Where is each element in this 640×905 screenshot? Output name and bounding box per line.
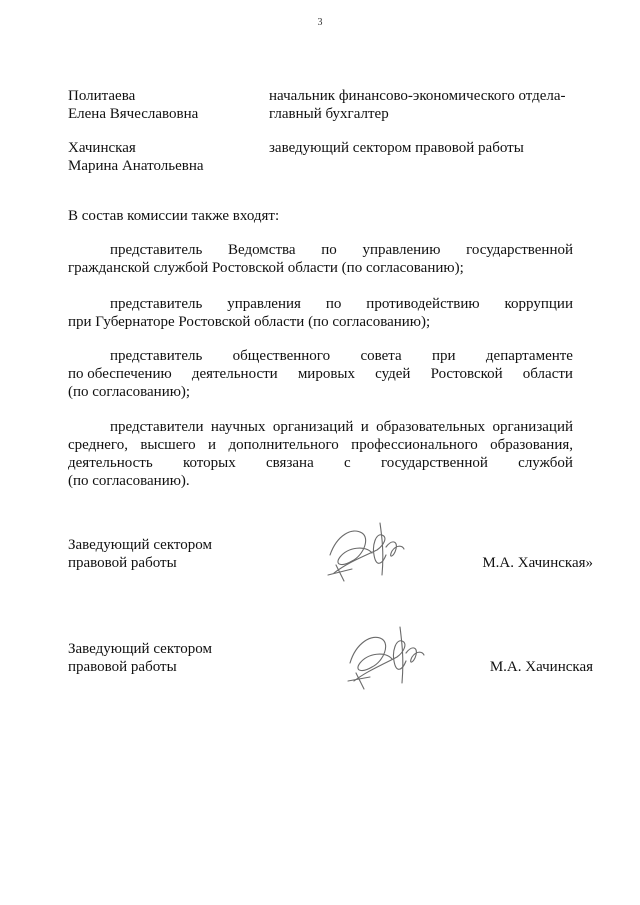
paragraph-word: представители [110, 419, 204, 435]
paragraph-word: организаций [492, 419, 573, 435]
signer-title [68, 640, 212, 676]
member-name [68, 87, 268, 123]
member-role-line: главный бухгалтер [269, 106, 389, 122]
paragraph-word: департаменте [485, 348, 573, 364]
paragraph-word: по обеспечению [68, 366, 172, 382]
paragraph-word: профессионального [351, 437, 478, 453]
signer-title-line: правовой работы [68, 555, 177, 571]
paragraph-word: представитель [110, 348, 203, 364]
paragraph-word: Ростовской [430, 366, 503, 382]
paragraph-word: области [522, 366, 573, 382]
paragraph-line [68, 454, 573, 472]
paragraph-word: совета [360, 348, 402, 364]
paragraph-line: при Губернаторе Ростовской области (по согласованию); [68, 314, 431, 330]
paragraph-word: управлению [362, 242, 441, 258]
member-given-names: Марина Анатольевна [68, 158, 204, 174]
signer-title-line: Заведующий сектором [68, 641, 212, 657]
handwritten-signature-2 [340, 619, 430, 694]
signature-block-2 [68, 640, 593, 720]
paragraph-word: дополнительного [228, 437, 339, 453]
signer-title-line: Заведующий сектором [68, 537, 212, 553]
paragraph-line [68, 295, 573, 313]
paragraph-line [68, 418, 573, 436]
handwritten-signature-1 [322, 515, 412, 590]
paragraph-word: научных [210, 419, 266, 435]
paragraph-line [68, 241, 573, 259]
page-number: 3 [317, 17, 323, 28]
paragraph-word: и [208, 437, 217, 453]
paragraph-word: образования, [490, 437, 573, 453]
paragraph-word: среднего, [68, 437, 128, 453]
member-role [269, 139, 589, 157]
paragraph-word: связана [266, 455, 314, 471]
member-name [68, 139, 268, 175]
paragraph-word: представитель [110, 242, 203, 258]
paragraph-word: с [344, 455, 351, 471]
paragraph-word: службой [518, 455, 573, 471]
member-given-names: Елена Вячеславовна [68, 106, 199, 122]
paragraph-word: судей [375, 366, 411, 382]
paragraph-line [68, 436, 573, 454]
paragraph-word: и [360, 419, 369, 435]
paragraph-line: (по согласованию). [68, 473, 190, 489]
paragraph-word: представитель [110, 296, 203, 312]
paragraph-word: коррупции [504, 296, 573, 312]
member-role-line: заведующий сектором правовой работы [269, 140, 524, 156]
paragraph-word: при [432, 348, 456, 364]
paragraph-representative-1 [68, 241, 573, 277]
paragraph-word: Ведомства [228, 242, 296, 258]
paragraph-word: образовательных [376, 419, 486, 435]
member-surname: Хачинская [68, 140, 136, 156]
member-surname: Политаева [68, 88, 136, 104]
member-role [269, 87, 589, 123]
signer-title [68, 536, 212, 572]
paragraph-word: мировых [297, 366, 355, 382]
paragraph-line [68, 347, 573, 365]
member-role-line: начальник финансово-экономического отдела- [269, 88, 566, 104]
signer-name: М.А. Хачинская [489, 659, 593, 675]
paragraph-line: гражданской службой Ростовской области (по согласованию); [68, 260, 464, 276]
paragraph-word: деятельность [68, 455, 153, 471]
commission-intro: В состав комиссии также входят: [68, 208, 280, 224]
paragraph-representative-3 [68, 347, 573, 401]
paragraph-line: (по согласованию); [68, 384, 191, 400]
paragraph-word: организаций [272, 419, 354, 435]
paragraph-word: по [321, 242, 337, 258]
paragraph-representative-4 [68, 418, 573, 490]
paragraph-word: по [325, 296, 342, 312]
paragraph-word: управления [227, 296, 301, 312]
paragraph-word: общественного [232, 348, 331, 364]
paragraph-representative-2 [68, 295, 573, 331]
paragraph-word: противодействию [366, 296, 480, 312]
paragraph-word: которых [182, 455, 236, 471]
paragraph-word: государственной [466, 242, 573, 258]
paragraph-word: государственной [380, 455, 488, 471]
signer-name: М.А. Хачинская» [482, 555, 593, 571]
paragraph-word: высшего [140, 437, 196, 453]
signer-title-line: правовой работы [68, 659, 177, 675]
paragraph-line [68, 365, 573, 383]
paragraph-word: деятельности [191, 366, 278, 382]
